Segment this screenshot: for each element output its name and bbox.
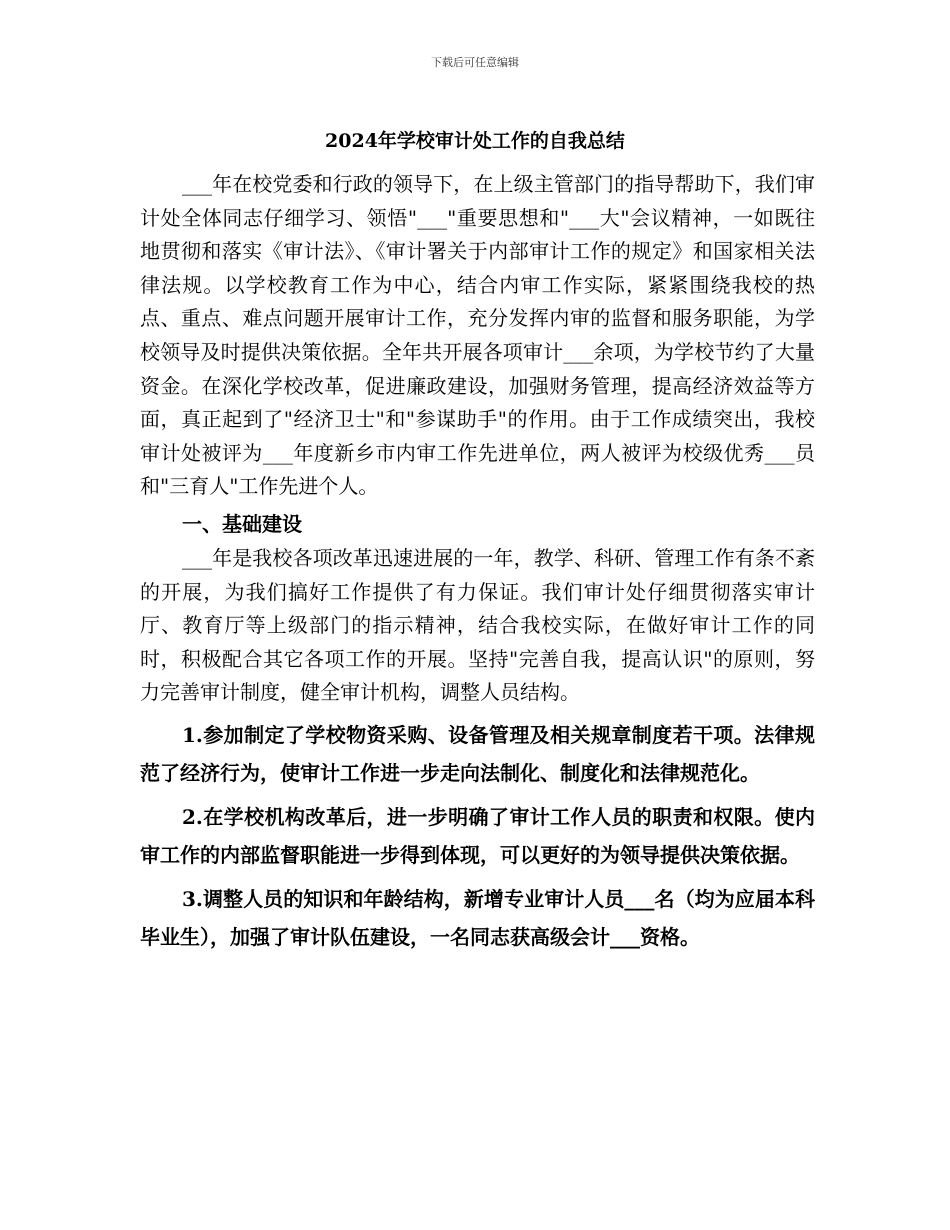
section-paragraph: ___年是我校各项改革迅速进展的一年，教学、科研、管理工作有条不紊的开展，为我们搞好工作提供了有力保证。我们审计处仔细贯彻落实审计厅、教育厅等上级部门的指示精神，结合我校实际，在做好审计工作的同时，积极配合其它各项工作的开展。坚持"完善自我，提高认识"的原则，努力完善审计制度，健全审计机构，调整人员结构。 xyxy=(140,545,815,705)
section-heading: 一、基础建设 xyxy=(182,511,302,536)
list-item: 2.在学校机构改革后，进一步明确了审计工作人员的职责和权限。使内审工作的内部监督职能进一步得到体现，可以更好的为领导提供决策依据。 xyxy=(140,804,815,867)
intro-paragraph: ___年在校党委和行政的领导下，在上级主管部门的指导帮助下，我们审计处全体同志仔细学习、领悟"___"重要思想和"___大"会议精神，一如既往地贯彻和落实《审计法》、《审计署关于内部审计工作的规定》和国家相关法律法规。以学校教育工作为中心，结合内审工作实际，紧紧围绕我校的热点、重点、难点问题开展审计工作，充分发挥内审的监督和服务职能，为学校领导及时提供决策依据。全年共开展各项审计___余项，为学校节约了大量资金。在深化学校改革，促进廉政建设，加强财务管理，提高经济效益等方面，真正起到了"经济卫士"和"参谋助手"的作用。由于工作成绩突出，我校审计处被评为___年度新乡市内审工作先进单位，两人被评为校级优秀___员和"三育人"工作先进个人。 xyxy=(140,172,815,499)
header-note: 下载后可任意编辑 xyxy=(431,56,519,69)
document-body xyxy=(140,168,815,956)
document-title: 2024年学校审计处工作的自我总结 xyxy=(325,130,625,152)
list-item: 1.参加制定了学校物资采购、设备管理及相关规章制度若干项。法律规范了经济行为，使审计工作进一步走向法制化、制度化和法律规范化。 xyxy=(140,722,815,785)
list-item: 3.调整人员的知识和年龄结构，新增专业审计人员___名（均为应届本科毕业生），加强了审计队伍建设，一名同志获高级会计___资格。 xyxy=(140,886,815,949)
